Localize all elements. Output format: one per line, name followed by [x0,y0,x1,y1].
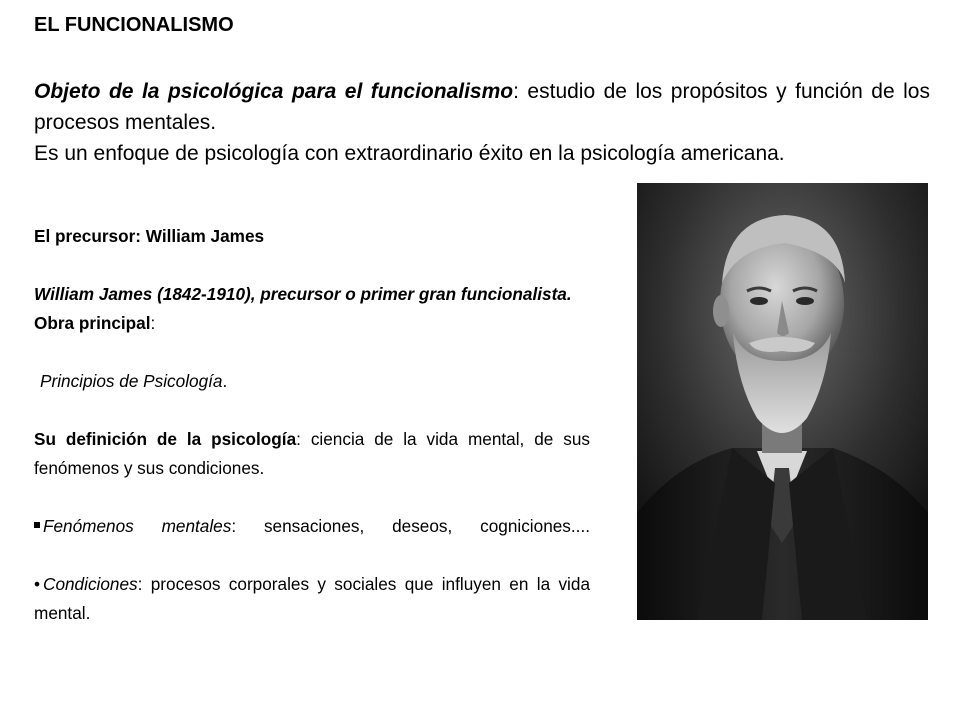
james-intro: William James (1842-1910), precursor o primer gran funcionalista. [34,284,572,304]
intro-object-paragraph [34,76,930,138]
definition-paragraph [34,425,590,483]
work-row [34,309,590,338]
portrait-photo [637,183,928,620]
dot-bullet-icon: • [34,574,41,594]
bullet-item-phenomena [34,512,590,541]
object-label: Objeto de la psicológica para el funcionalismo [34,80,514,103]
work-title: Principios de Psicología [40,371,223,391]
intro-section [34,76,930,169]
page-title: EL FUNCIONALISMO [34,14,234,36]
work-period: . [222,371,228,391]
section-heading: El precursor: William James [34,226,265,246]
bullet1-label: Fenómenos mentales [43,516,232,536]
square-bullet-icon [34,522,40,528]
bullet2-label: Condiciones [43,574,138,594]
definition-text: : ciencia de la vida mental, de sus fenómenos y sus condiciones. [34,429,590,478]
bullet-item-conditions [34,570,590,628]
james-section [34,222,590,628]
intro-second-line: Es un enfoque de psicología con extraordinario éxito en la psicología americana. [34,142,785,165]
definition-label: Su definición de la psicología [34,429,297,449]
bullet1-text: : sensaciones, deseos, cogniciones.... [231,516,591,536]
object-text: : estudio de los propósitos y función de los procesos mentales. [34,80,930,134]
work-title-row [34,367,590,396]
work-label: Obra principal [34,313,151,333]
work-colon: : [150,313,156,333]
bullet2-text: : procesos corporales y sociales que influyen en la vida mental. [34,574,590,623]
